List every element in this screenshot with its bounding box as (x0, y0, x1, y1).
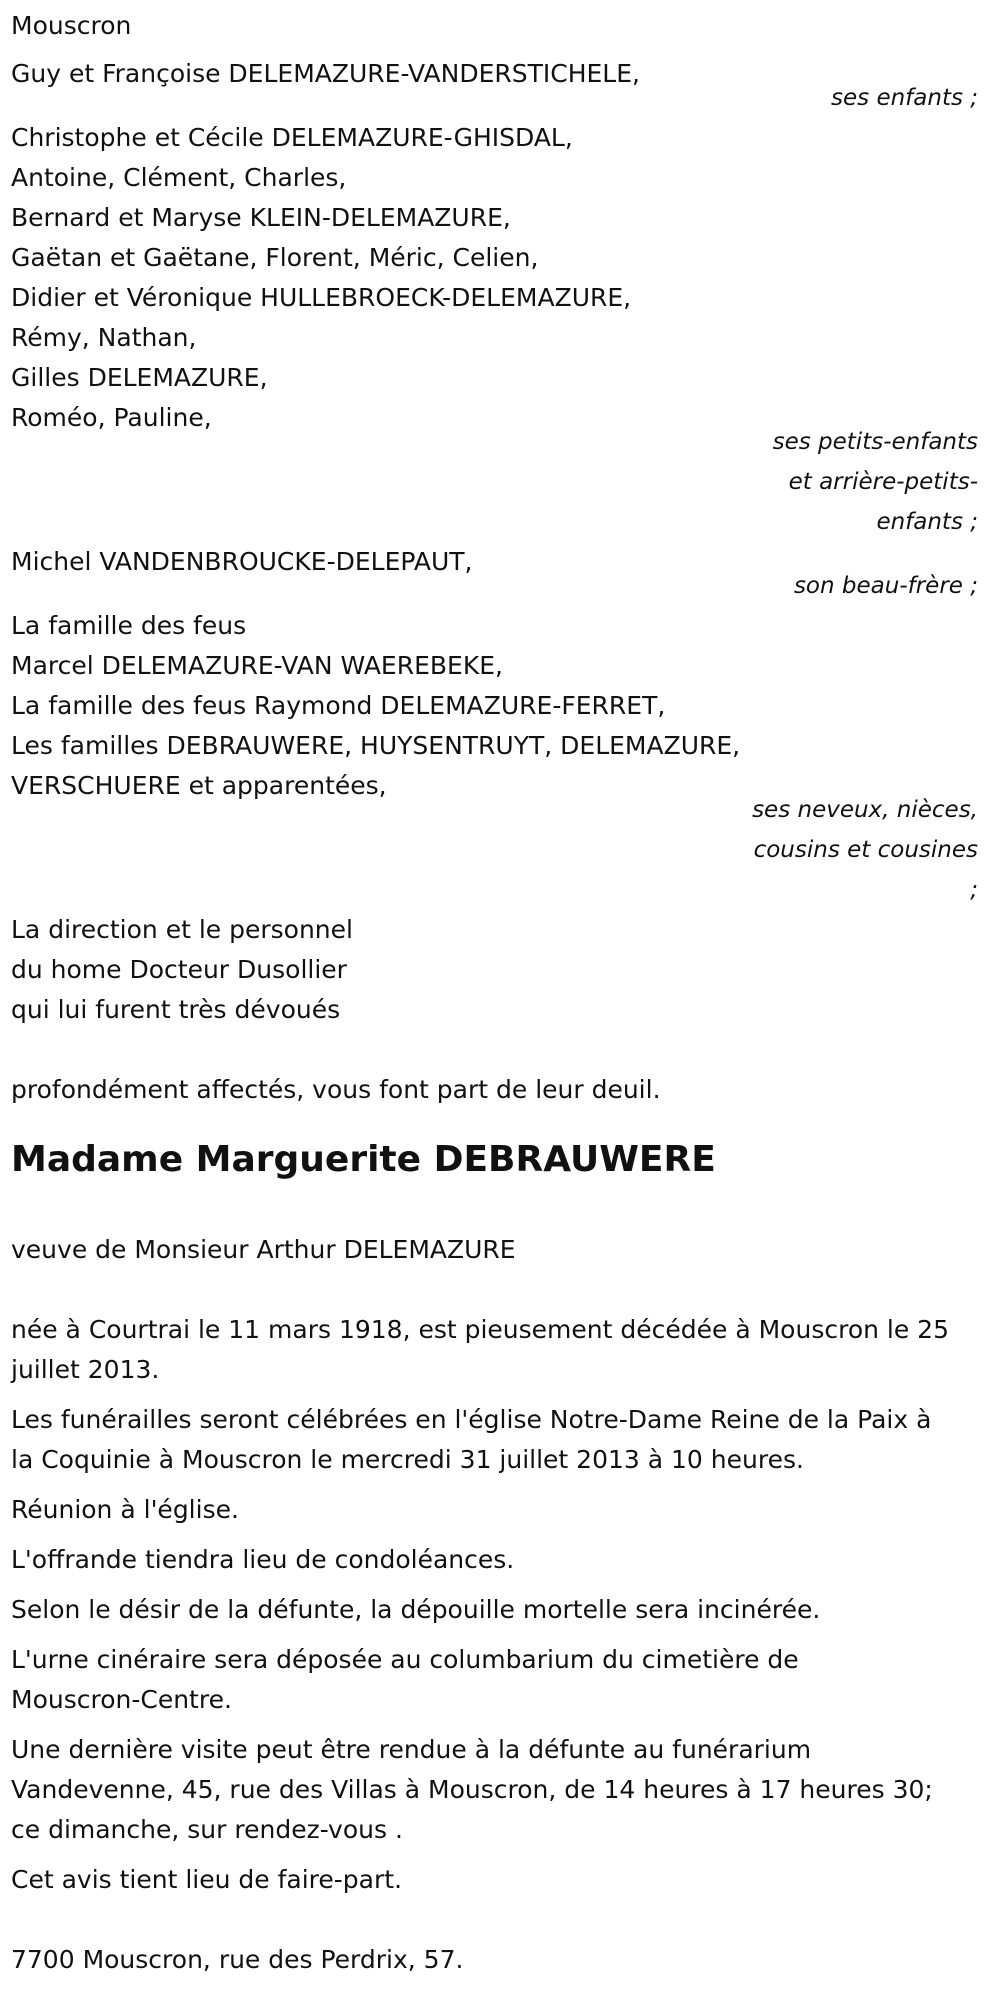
grandchildren-line: Didier et Véronique HULLEBROECK-DELEMAZURE, (11, 283, 632, 312)
grandchildren-role: ses petits-enfants (772, 429, 978, 455)
home-staff-line: La direction et le personnel (11, 915, 353, 944)
address-text: 7700 Mouscron, rue des Perdrix, 57. (11, 1945, 464, 1974)
home-staff-line: du home Docteur Dusollier (11, 955, 347, 984)
detail-line: née à Courtrai le 11 mars 1918, est pieusement décédée à Mouscron le 25 (11, 1315, 949, 1344)
nephews-line: La famille des feus (11, 611, 247, 640)
detail-line: L'offrande tiendra lieu de condoléances. (11, 1545, 515, 1574)
widow-of-text: veuve de Monsieur Arthur DELEMAZURE (11, 1235, 516, 1264)
nephews-role: ; (970, 877, 978, 903)
grandchildren-line: Gaëtan et Gaëtane, Florent, Méric, Celien, (11, 243, 539, 272)
detail-line: L'urne cinéraire sera déposée au columbarium du cimetière de (11, 1645, 799, 1674)
detail-line: Selon le désir de la défunte, la dépouille mortelle sera incinérée. (11, 1595, 821, 1624)
detail-line: la Coquinie à Mouscron le mercredi 31 juillet 2013 à 10 heures. (11, 1445, 804, 1474)
detail-line: Cet avis tient lieu de faire-part. (11, 1865, 403, 1894)
nephews-line: Marcel DELEMAZURE-VAN WAEREBEKE, (11, 651, 503, 680)
brother-in-law-name: Michel VANDENBROUCKE-DELEPAUT, (11, 547, 473, 576)
children-name: Guy et Françoise DELEMAZURE-VANDERSTICHELE, (11, 59, 640, 88)
grandchildren-line: Antoine, Clément, Charles, (11, 163, 347, 192)
detail-line: Une dernière visite peut être rendue à la défunte au funérarium (11, 1735, 812, 1764)
nephews-line: Les familles DEBRAUWERE, HUYSENTRUYT, DELEMAZURE, (11, 731, 741, 760)
grandchildren-line: Rémy, Nathan, (11, 323, 197, 352)
grandchildren-line: Christophe et Cécile DELEMAZURE-GHISDAL, (11, 123, 573, 152)
announcement-text: profondément affectés, vous font part de leur deuil. (11, 1075, 661, 1104)
grandchildren-role: et arrière-petits- (788, 469, 978, 495)
brother-in-law-role: son beau-frère ; (793, 573, 978, 599)
grandchildren-line: Gilles DELEMAZURE, (11, 363, 268, 392)
city-heading: Mouscron (11, 11, 132, 40)
detail-line: Les funérailles seront célébrées en l'église Notre-Dame Reine de la Paix à (11, 1405, 932, 1434)
detail-line: ce dimanche, sur rendez-vous . (11, 1815, 403, 1844)
detail-line: Mouscron-Centre. (11, 1685, 232, 1714)
grandchildren-line: Bernard et Maryse KLEIN-DELEMAZURE, (11, 203, 511, 232)
nephews-line: VERSCHUERE et apparentées, (11, 771, 387, 800)
grandchildren-line: Roméo, Pauline, (11, 403, 212, 432)
grandchildren-role: enfants ; (876, 509, 978, 535)
detail-line: juillet 2013. (11, 1355, 160, 1384)
nephews-role: cousins et cousines (753, 837, 978, 863)
home-staff-line: qui lui furent très dévoués (11, 995, 341, 1024)
children-role: ses enfants ; (831, 85, 978, 111)
detail-line: Vandevenne, 45, rue des Villas à Mouscron, de 14 heures à 17 heures 30; (11, 1775, 933, 1804)
deceased-name-title: Madame Marguerite DEBRAUWERE (11, 1139, 716, 1180)
nephews-line: La famille des feus Raymond DELEMAZURE-FERRET, (11, 691, 666, 720)
detail-line: Réunion à l'église. (11, 1495, 239, 1524)
nephews-role: ses neveux, nièces, (752, 797, 978, 823)
